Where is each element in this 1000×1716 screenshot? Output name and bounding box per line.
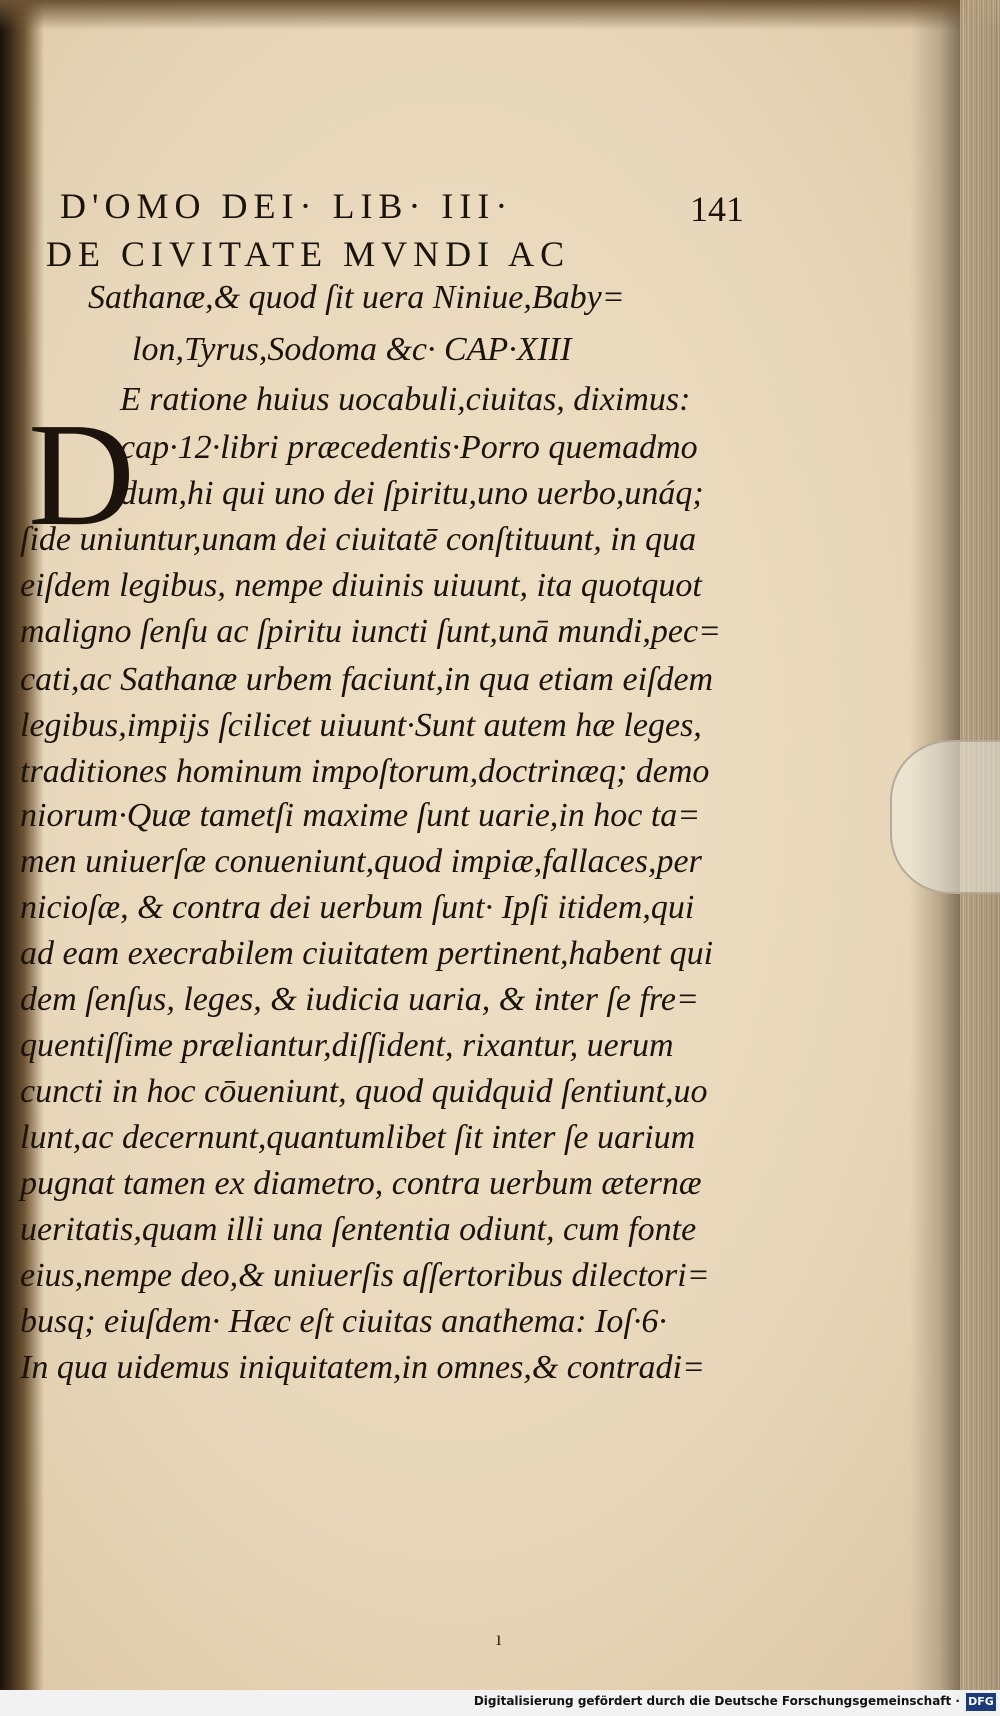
chapter-title-line-3: lon,Tyrus,Sodoma &c· CAP·XIII: [132, 331, 572, 368]
body-line: maligno ſenſu ac ſpiritu iuncti ſunt,unā mundi,pec=: [20, 613, 721, 650]
body-line: traditiones hominum impoſtorum,doctrinæq; demo: [20, 753, 710, 790]
body-line: ueritatis,quam illi una ſententia odiunt, cum fonte: [20, 1211, 697, 1248]
chapter-title-line-1: DE CIVITATE MVNDI AC: [46, 234, 571, 274]
running-head: D'OMO DEI· LIB· III·: [60, 186, 514, 226]
body-line: ſide uniuntur,unam dei ciuitatē conſtituunt, in qua: [20, 521, 697, 558]
body-line: cati,ac Sathanæ urbem faciunt,in qua etiam eiſdem: [20, 661, 714, 698]
body-line: legibus,impijs ſcilicet uiuunt·Sunt autem hæ leges,: [20, 707, 702, 744]
body-line: nicioſæ, & contra dei uerbum ſunt· Ipſi itidem,qui: [20, 889, 695, 926]
body-line: ad eam execrabilem ciuitatem pertinent,habent qui: [20, 935, 714, 972]
body-line: quentiſſime præliantur,diſſident, rixantur, uerum: [20, 1027, 674, 1064]
body-line: cuncti in hoc cōueniunt, quod quidquid ſentiunt,uo: [20, 1073, 708, 1110]
dfg-logo: DFG: [966, 1693, 996, 1711]
body-line: pugnat tamen ex diametro, contra uerbum æternæ: [20, 1165, 702, 1202]
footer-bar: [0, 1690, 1000, 1716]
body-line: cap·12·libri præcedentis·Porro quemadmo: [120, 429, 698, 466]
body-line: dem ſenſus, leges, & iudicia uaria, & inter ſe fre=: [20, 981, 699, 1018]
body-line: eius,nempe deo,& uniuerſis aſſertoribus dilectori=: [20, 1257, 710, 1294]
chapter-title-line-2: Sathanæ,& quod ſit uera Niniue,Baby=: [88, 279, 625, 316]
body-line: lunt,ac decernunt,quantumlibet ſit inter ſe uarium: [20, 1119, 696, 1156]
body-line: busq; eiuſdem· Hæc eſt ciuitas anathema: Ioſ·6·: [20, 1303, 667, 1340]
stray-mark: ı: [496, 1628, 502, 1650]
body-line: E ratione huius uocabuli,ciuitas, diximus:: [120, 381, 691, 418]
body-line: dum,hi qui uno dei ſpiritu,uno uerbo,unáq;: [120, 475, 704, 512]
body-line: In qua uidemus iniquitatem,in omnes,& contradi=: [20, 1349, 705, 1386]
body-line: eiſdem legibus, nempe diuinis uiuunt, ita quotquot: [20, 567, 702, 604]
body-line: niorum·Quæ tametſi maxime ſunt uarie,in hoc ta=: [20, 797, 701, 834]
drop-cap: D: [28, 393, 135, 557]
body-line: men uniuerſæ conueniunt,quod impiæ,fallaces,per: [20, 843, 702, 880]
footer-credit: Digitalisierung gefördert durch die Deutsche Forschungsgemeinschaft ·: [473, 1694, 960, 1708]
folio-number: 141: [690, 189, 744, 229]
